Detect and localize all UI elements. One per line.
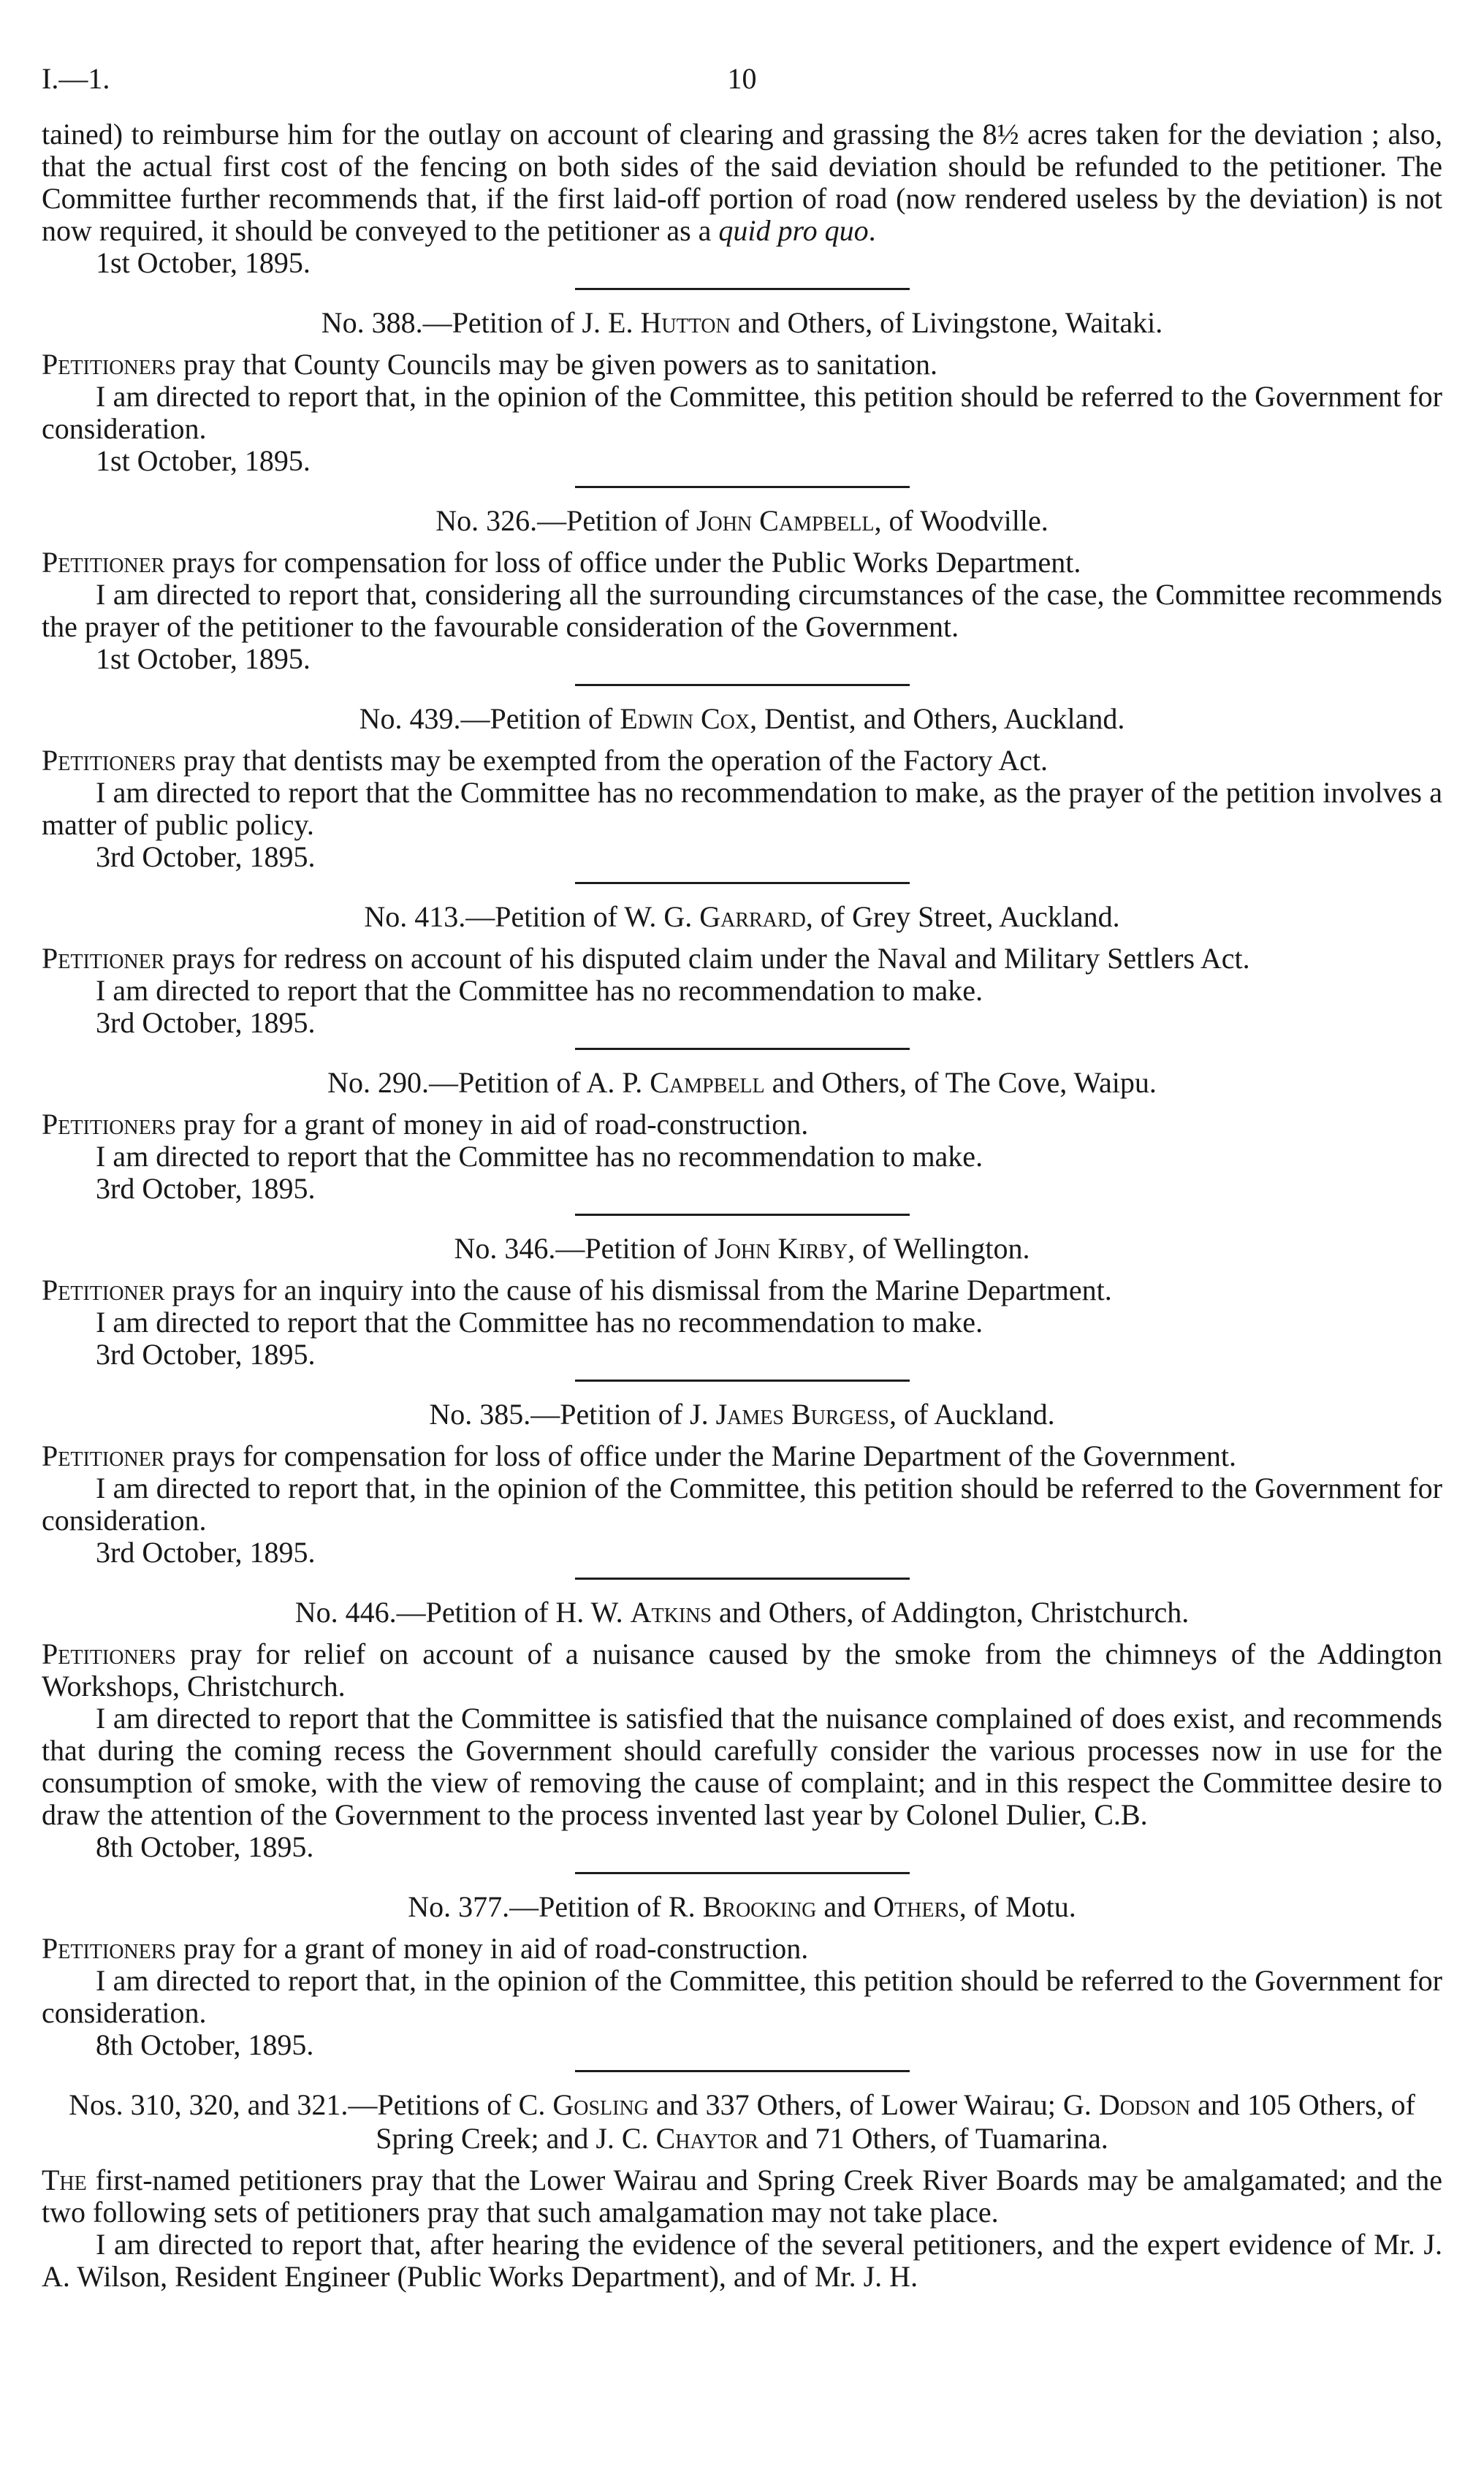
intro-paragraph: tained) to reimburse him for the outlay on account of clearing and grassing the 8½ acres taken for the deviation ; also, that the actual first cost of the fencing on both sides of the said deviation should be refunded to the petitioner. The Committee further recommends that, if the first laid-off portion of road (now rendered useless by the deviation) is not now required, it should be conveyed to the petitioner as a quid pro quo. <box>42 118 1442 247</box>
petition-heading: No. 388.—Petition of J. E. Hutton and Others, of Livingstone, Waitaki. <box>321 306 1163 339</box>
petition-prayer: Petitioners pray for a grant of money in aid of road-construction. <box>42 1108 809 1141</box>
section-divider <box>575 1578 910 1580</box>
petition-prayer: Petitioners pray for relief on account of a nuisance caused by the smoke from the chimneys of the Addington Workshops, Christchurch. <box>42 1637 1442 1702</box>
petition-heading: No. 413.—Petition of W. G. Garrard, of Grey Street, Auckland. <box>364 900 1120 933</box>
petition-heading: No. 377.—Petition of R. Brooking and Others, of Motu. <box>408 1890 1076 1923</box>
petition-section <box>42 1066 1442 1216</box>
petition-section <box>42 1398 1442 1580</box>
section-divider <box>575 684 910 686</box>
intro-continuation <box>42 118 1442 290</box>
date-line: 1st October, 1895. <box>96 642 311 675</box>
date-line: 3rd October, 1895. <box>96 1006 316 1039</box>
section-divider <box>575 288 910 290</box>
masthead <box>42 61 1442 96</box>
petition-report: I am directed to report that the Committee has no recommendation to make. <box>96 1140 983 1173</box>
petition-section <box>42 504 1442 686</box>
date-line: 8th October, 1895. <box>96 1830 314 1863</box>
petition-heading: Nos. 310, 320, and 321.—Petitions of C. Gosling and 337 Others, of Lower Wairau; G. Dodson and 105 Others, of Spring Creek; and J. C. Chaytor and 71 Others, of Tuamarina. <box>69 2088 1415 2155</box>
petition-section <box>42 1232 1442 1382</box>
date-line: 3rd October, 1895. <box>96 1338 316 1371</box>
section-divider <box>575 1048 910 1050</box>
section-divider <box>575 1872 910 1874</box>
petition-prayer: Petitioner prays for an inquiry into the cause of his dismissal from the Marine Department. <box>42 1274 1112 1306</box>
petition-prayer: Petitioner prays for compensation for loss of office under the Marine Department of the Government. <box>42 1439 1237 1472</box>
petition-section <box>42 702 1442 884</box>
petition-report: I am directed to report that, considering all the surrounding circumstances of the case, the Committee recommends the prayer of the petitioner to the favourable consideration of the Government. <box>42 578 1442 643</box>
petition-prayer: Petitioners pray that County Councils may be given powers as to sanitation. <box>42 348 938 381</box>
doc-ref: I.—1. <box>42 62 110 95</box>
section-divider <box>575 2070 910 2072</box>
petition-prayer: Petitioner prays for redress on account of his disputed claim under the Naval and Military Settlers Act. <box>42 942 1250 975</box>
petition-report: I am directed to report that the Committee has no recommendation to make. <box>96 974 983 1007</box>
petition-section <box>42 1596 1442 1874</box>
date-line: 1st October, 1895. <box>96 246 311 279</box>
petition-heading: No. 446.—Petition of H. W. Atkins and Others, of Addington, Christchurch. <box>294 1596 1190 1629</box>
date-line: 8th October, 1895. <box>96 2028 314 2061</box>
petition-report: I am directed to report that, in the opinion of the Committee, this petition should be referred to the Government for consideration. <box>42 1964 1442 2029</box>
petition-heading: No. 439.—Petition of Edwin Cox, Dentist, and Others, Auckland. <box>359 702 1125 735</box>
petition-section <box>42 306 1442 488</box>
petition-report: I am directed to report that the Committee is satisfied that the nuisance complained of does exist, and recommends that during the coming recess the Government should carefully consider the various processes now in use for the consumption of smoke, with the view of removing the cause of complaint; and in this respect the Committee desire to draw the attention of the Government to the process invented last year by Colonel Dulier, C.B. <box>42 1702 1442 1831</box>
petition-heading: No. 326.—Petition of John Campbell, of Woodville. <box>435 504 1049 537</box>
petition-section <box>42 1890 1442 2072</box>
page-number: 10 <box>727 62 757 95</box>
petition-prayer: Petitioners pray for a grant of money in aid of road-construction. <box>42 1932 809 1965</box>
petition-heading: No. 346.—Petition of John Kirby, of Wellington. <box>454 1232 1030 1265</box>
date-line: 1st October, 1895. <box>96 444 311 477</box>
section-divider <box>575 486 910 488</box>
petition-prayer: The first-named petitioners pray that the Lower Wairau and Spring Creek River Boards may be amalgamated; and the two following sets of petitioners pray that such amalgamation may not take place. <box>42 2164 1442 2229</box>
date-line: 3rd October, 1895. <box>96 1172 316 1205</box>
petition-prayer: Petitioners pray that dentists may be exempted from the operation of the Factory Act. <box>42 744 1048 777</box>
petition-report: I am directed to report that, after hearing the evidence of the several petitioners, and the expert evidence of Mr. J. A. Wilson, Resident Engineer (Public Works Department), and of Mr. J. H. <box>42 2228 1442 2293</box>
petition-heading: No. 290.—Petition of A. P. Campbell and Others, of The Cove, Waipu. <box>327 1066 1157 1099</box>
petition-report: I am directed to report that the Committee has no recommendation to make, as the prayer of the petition involves a matter of public policy. <box>42 776 1442 841</box>
petition-report: I am directed to report that, in the opinion of the Committee, this petition should be referred to the Government for consideration. <box>42 1472 1442 1537</box>
petition-prayer: Petitioner prays for compensation for loss of office under the Public Works Department. <box>42 546 1081 579</box>
petition-report: I am directed to report that, in the opinion of the Committee, this petition should be referred to the Government for consideration. <box>42 380 1442 445</box>
section-divider <box>575 882 910 884</box>
petition-heading: No. 385.—Petition of J. James Burgess, of Auckland. <box>429 1398 1055 1431</box>
section-divider <box>575 1380 910 1382</box>
date-line: 3rd October, 1895. <box>96 840 316 873</box>
section-divider <box>575 1214 910 1216</box>
petition-section <box>42 2088 1442 2293</box>
petition-section <box>42 900 1442 1050</box>
date-line: 3rd October, 1895. <box>96 1536 316 1569</box>
petition-report: I am directed to report that the Committee has no recommendation to make. <box>96 1306 983 1339</box>
